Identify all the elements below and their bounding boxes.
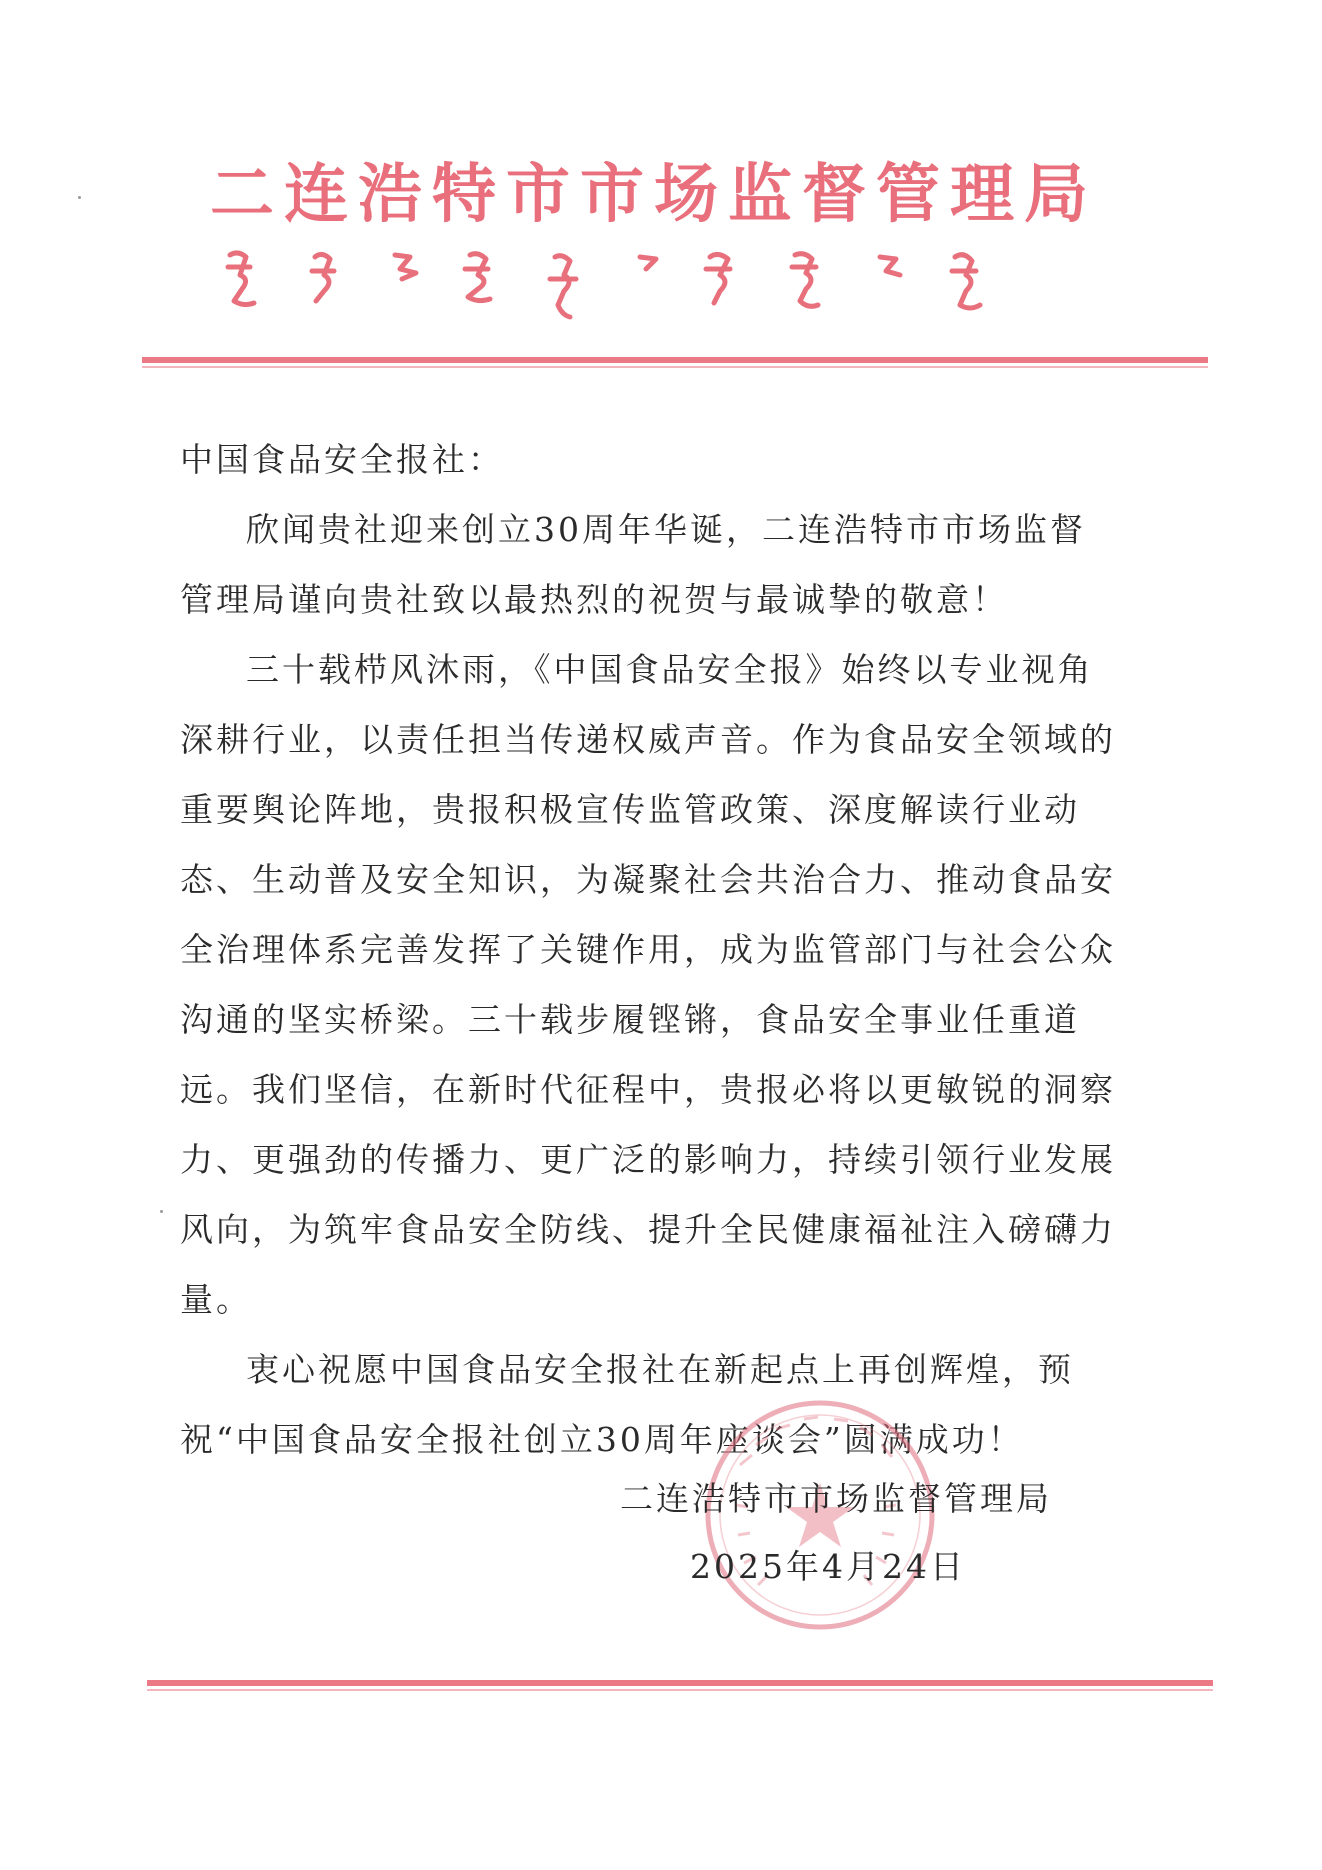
paragraph-1: 欣闻贵社迎来创立30周年华诞，二连浩特市市场监督管理局谨向贵社致以最热烈的祝贺与最诚挚的敬意！ (180, 510, 1086, 619)
bottom-divider (147, 1680, 1213, 1686)
signature-block (620, 1465, 1120, 1601)
salutation: 中国食品安全报社： (180, 440, 504, 479)
scan-speck (160, 1210, 163, 1213)
signature-date: 2025年4月24日 (690, 1547, 966, 1586)
bottom-divider-shadow (147, 1689, 1213, 1691)
paragraph-3: 衷心祝愿中国食品安全报社在新起点上再创辉煌，预祝“中国食品安全报社创立30周年座谈会”圆满成功！ (180, 1350, 1074, 1459)
letter-body (180, 425, 1120, 1475)
top-divider-shadow (142, 366, 1208, 368)
letterhead-title: 二连浩特市市场监督管理局 (210, 157, 1098, 232)
mongolian-script-icon (220, 245, 1120, 325)
signature-org: 二连浩特市市场监督管理局 (620, 1479, 1052, 1518)
scan-speck (78, 196, 81, 199)
paragraph-2: 三十载栉风沐雨，《中国食品安全报》始终以专业视角深耕行业，以责任担当传递权威声音。作为食品安全领域的重要舆论阵地，贵报积极宣传监管政策、深度解读行业动态、生动普及安全知识，为凝聚社会共治合力、推动食品安全治理体系完善发挥了关键作用，成为监管部门与社会公众沟通的坚实桥梁。三十载步履铿锵，食品安全事业任重道远。我们坚信，在新时代征程中，贵报必将以更敏锐的洞察力、更强劲的传播力、更广泛的影响力，持续引领行业发展风向，为筑牢食品安全防线、提升全民健康福祉注入磅礴力量。 (180, 650, 1116, 1319)
top-divider (142, 357, 1208, 363)
